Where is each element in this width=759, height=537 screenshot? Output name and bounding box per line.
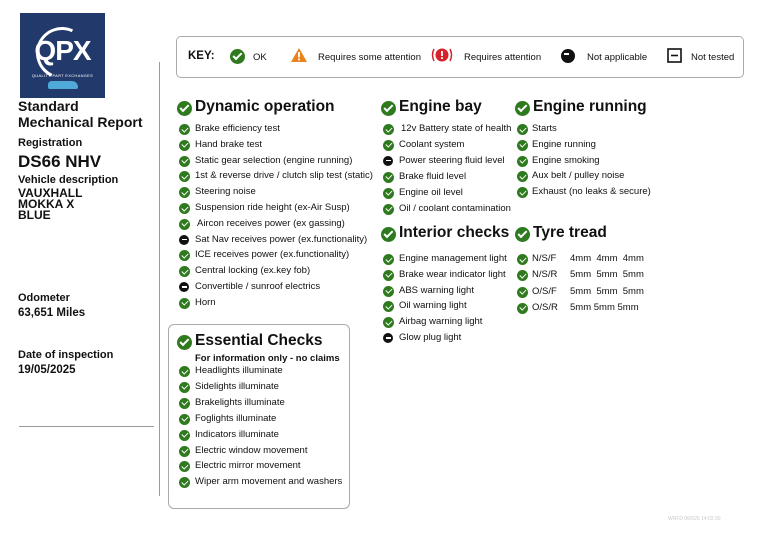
not-tested-icon xyxy=(667,48,682,63)
ok-icon xyxy=(179,187,190,198)
tyre-position: O/S/F xyxy=(532,285,557,297)
engine-running-status-icon xyxy=(515,101,530,116)
odometer-label: Odometer xyxy=(18,292,70,304)
dynamic-operation-item: Steering noise xyxy=(195,186,256,198)
essential-checks-status-icon xyxy=(177,335,192,350)
engine-running-item: Exhaust (no leaks & secure) xyxy=(532,186,651,198)
tyre-position: N/S/F xyxy=(532,253,557,264)
ok-icon xyxy=(179,250,190,261)
engine-bay-title: Engine bay xyxy=(399,98,482,115)
interior-check-item: Brake wear indicator light xyxy=(399,268,506,280)
interior-check-item: Airbag warning light xyxy=(399,316,483,328)
interior-checks-title: Interior checks xyxy=(399,224,510,241)
left-divider xyxy=(19,426,154,427)
report-title-line2: Mechanical Report xyxy=(18,114,143,130)
tyre-tread-title: Tyre tread xyxy=(533,224,607,241)
dynamic-operation-title: Dynamic operation xyxy=(195,98,335,115)
engine-bay-item: Coolant system xyxy=(399,138,465,150)
essential-check-item: Electric window movement xyxy=(195,444,308,456)
essential-check-item: Headlights illuminate xyxy=(195,365,283,376)
dynamic-operation-item: Horn xyxy=(195,296,216,308)
vehicle-description-label: Vehicle description xyxy=(18,174,119,186)
tyre-readings: 5mm 5mm 5mm xyxy=(570,269,644,281)
column-divider xyxy=(159,62,160,496)
engine-running-title: Engine running xyxy=(533,98,647,115)
tyre-tread-status-icon xyxy=(515,227,530,242)
ok-icon xyxy=(179,382,190,393)
ok-icon xyxy=(517,124,528,135)
ok-icon xyxy=(383,124,394,135)
key-label-ok: OK xyxy=(253,52,267,63)
tyre-position: O/S/R xyxy=(532,301,558,313)
document-reference: WRFD 06/025 14:02:30 xyxy=(668,516,721,522)
essential-check-item: Brakelights illuminate xyxy=(195,396,285,408)
ok-icon xyxy=(179,446,190,457)
key-title: KEY: xyxy=(188,50,215,62)
tyre-readings: 5mm 5mm 5mm xyxy=(570,285,644,297)
ok-icon xyxy=(179,414,190,425)
ok-icon xyxy=(517,303,528,314)
engine-bay-item: Engine oil level xyxy=(399,186,463,198)
logo-car-icon xyxy=(48,81,78,89)
engine-bay-item: 12v Battery state of health xyxy=(401,123,512,134)
tyre-position: N/S/R xyxy=(532,269,558,281)
ok-icon xyxy=(383,172,394,183)
not-applicable-icon xyxy=(383,333,393,343)
inspection-date-value: 19/05/2025 xyxy=(18,364,76,376)
ok-icon xyxy=(383,254,394,265)
dynamic-operation-item: Aircon receives power (ex gassing) xyxy=(197,217,345,229)
ok-icon xyxy=(517,156,528,167)
ok-icon xyxy=(179,366,190,377)
key-label-not-tested: Not tested xyxy=(691,52,735,63)
engine-running-item: Starts xyxy=(532,123,557,134)
dynamic-operation-item: Convertible / sunroof electrics xyxy=(195,281,321,292)
ok-icon xyxy=(517,140,528,151)
dynamic-operation-item: ICE receives power (ex.functionality) xyxy=(195,249,350,261)
engine-bay-item: Power steering fluid level xyxy=(399,154,505,166)
key-label-attention: Requires attention xyxy=(464,52,542,63)
interior-check-item: ABS warning light xyxy=(399,284,474,296)
essential-check-item: Electric mirror movement xyxy=(195,460,301,472)
engine-running-item: Aux belt / pulley noise xyxy=(532,170,625,182)
essential-check-item: Indicators illuminate xyxy=(195,428,279,440)
ok-icon xyxy=(179,203,190,214)
ok-icon xyxy=(179,156,190,167)
not-applicable-icon xyxy=(179,282,189,292)
ok-icon xyxy=(179,124,190,135)
ok-icon xyxy=(179,140,190,151)
interior-check-item: Oil warning light xyxy=(399,300,467,312)
not-applicable-icon xyxy=(383,156,393,166)
ok-icon xyxy=(383,270,394,281)
company-logo xyxy=(20,13,105,98)
interior-checks-status-icon xyxy=(381,227,396,242)
inspection-date-label: Date of inspection xyxy=(18,349,114,361)
dynamic-operation-status-icon xyxy=(177,101,192,116)
ok-icon xyxy=(383,204,394,215)
ok-icon xyxy=(517,287,528,298)
ok-icon xyxy=(517,254,528,265)
ok-icon xyxy=(179,398,190,409)
report-title-line1: Standard xyxy=(18,98,79,114)
engine-bay-item: Oil / coolant contamination xyxy=(399,202,511,214)
key-label-not-applicable: Not applicable xyxy=(587,52,648,63)
report-title xyxy=(18,98,158,130)
dynamic-operation-item: Hand brake test xyxy=(195,138,263,150)
not-applicable-icon xyxy=(561,49,575,63)
essential-checks-note: For information only - no claims xyxy=(195,353,340,364)
dynamic-operation-item: 1st & reverse drive / clutch slip test (static) xyxy=(195,170,373,182)
registration-value: DS66 NHV xyxy=(18,152,102,171)
not-applicable-icon xyxy=(179,235,189,245)
vehicle-model: MOKKA X xyxy=(18,197,75,211)
ok-icon xyxy=(517,270,528,281)
interior-check-item: Glow plug light xyxy=(399,332,462,343)
ok-icon xyxy=(517,171,528,182)
interior-check-item: Engine management light xyxy=(399,253,507,264)
ok-icon xyxy=(383,188,394,199)
registration-label: Registration xyxy=(18,137,83,149)
tyre-readings: 4mm 4mm 4mm xyxy=(570,253,644,264)
engine-bay-status-icon xyxy=(381,101,396,116)
dynamic-operation-item: Sat Nav receives power (ex.functionality) xyxy=(195,233,368,245)
ok-icon xyxy=(179,219,190,230)
logo-tagline: QUALITY PART EXCHANGES xyxy=(31,73,94,78)
essential-checks-title: Essential Checks xyxy=(195,332,323,349)
ok-icon xyxy=(179,266,190,277)
dynamic-operation-item: Suspension ride height (ex-Air Susp) xyxy=(195,202,350,213)
essential-check-item: Sidelights illuminate xyxy=(195,380,279,392)
dynamic-operation-item: Static gear selection (engine running) xyxy=(195,154,353,166)
key-label-some-attention: Requires some attention xyxy=(318,52,421,63)
ok-icon xyxy=(179,298,190,309)
essential-check-item: Wiper arm movement and washers xyxy=(195,476,343,488)
odometer-value: 63,651 Miles xyxy=(18,307,86,319)
ok-icon xyxy=(230,49,245,64)
ok-icon xyxy=(383,317,394,328)
ok-icon xyxy=(179,171,190,182)
dynamic-operation-item: Brake efficiency test xyxy=(195,123,280,134)
logo-text: QPX xyxy=(34,35,91,66)
engine-running-item: Engine running xyxy=(532,138,596,150)
ok-icon xyxy=(517,187,528,198)
dynamic-operation-item: Central locking (ex.key fob) xyxy=(195,265,311,277)
essential-check-item: Foglights illuminate xyxy=(195,412,277,424)
ok-icon xyxy=(383,140,394,151)
attention-icon xyxy=(431,47,453,63)
vehicle-make: VAUXHALL xyxy=(18,186,83,200)
ok-icon xyxy=(383,301,394,312)
tyre-readings: 5mm 5mm 5mm xyxy=(570,301,639,313)
engine-running-item: Engine smoking xyxy=(532,154,600,166)
ok-icon xyxy=(383,286,394,297)
engine-bay-item: Brake fluid level xyxy=(399,170,467,182)
vehicle-colour: BLUE xyxy=(18,208,51,222)
warning-triangle-icon xyxy=(290,47,308,63)
ok-icon xyxy=(179,430,190,441)
